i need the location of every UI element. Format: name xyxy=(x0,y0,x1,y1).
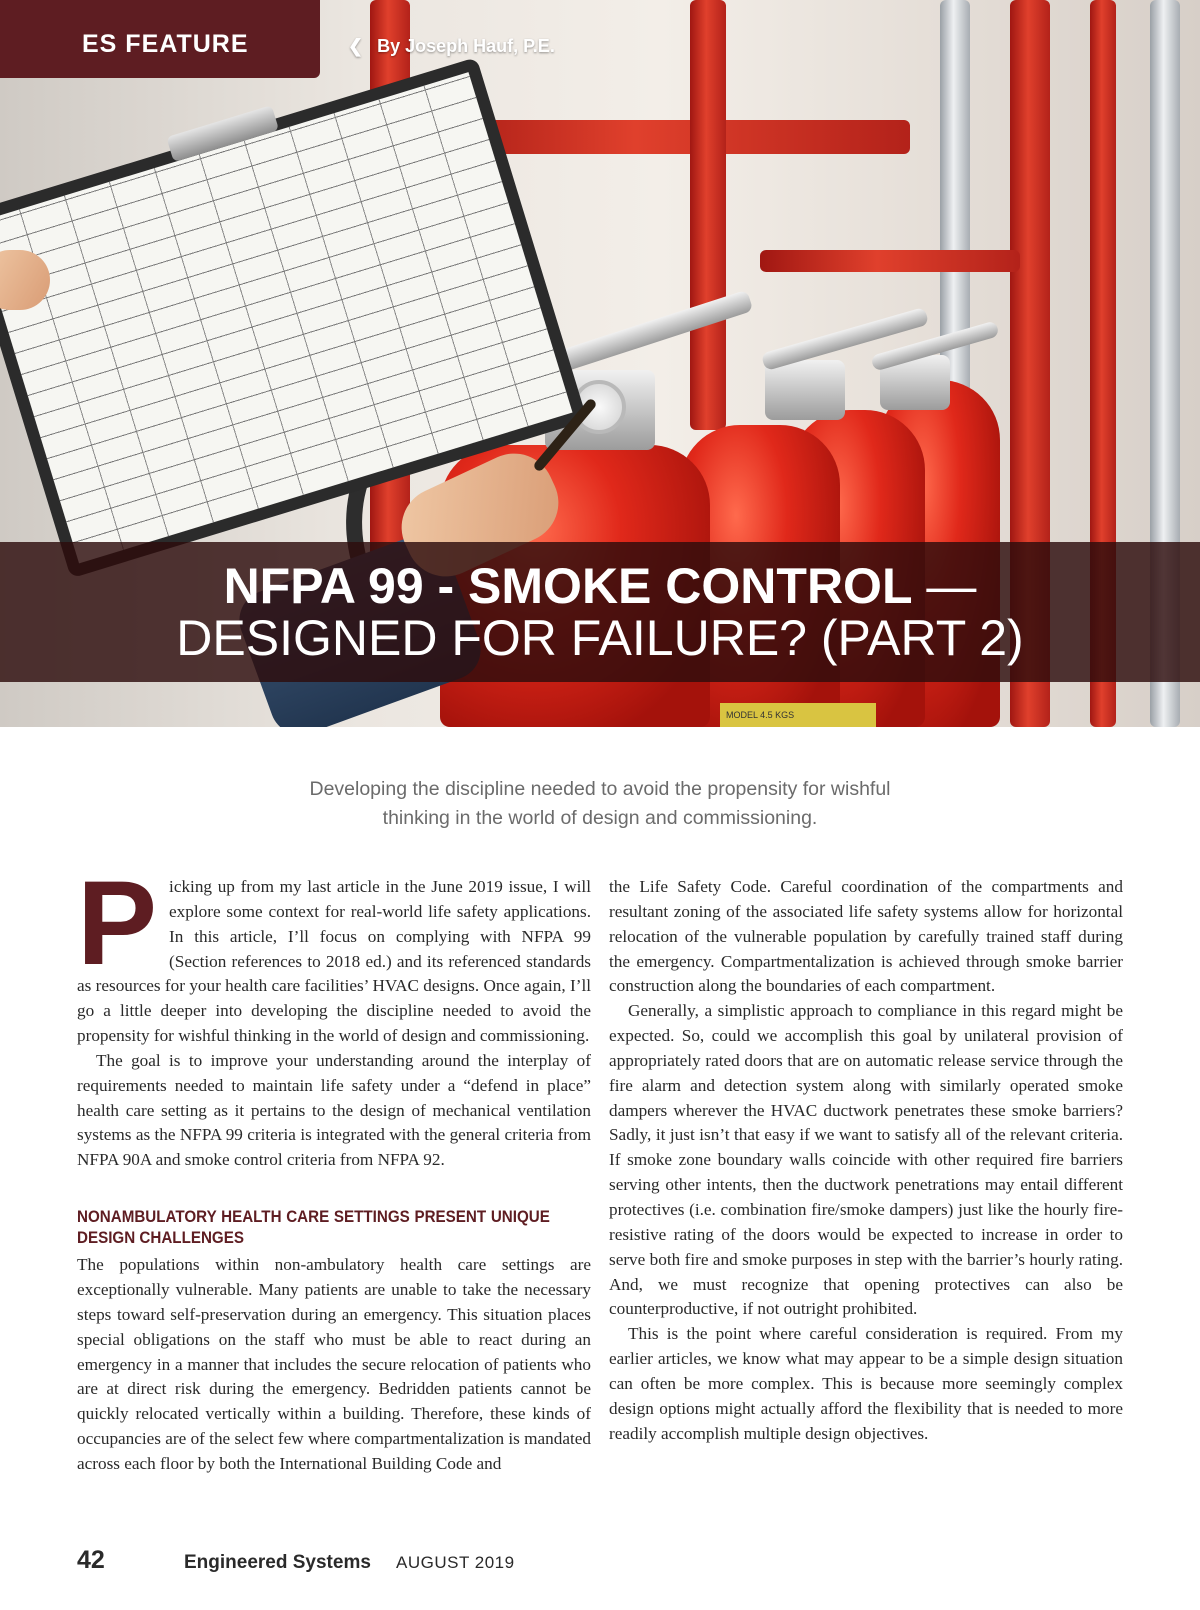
paragraph-text: icking up from my last article in the June 2019 issue, I will explore some context for real-world life safety applications. In this article, I’ll focus on complying with NFPA 99 (Section references to 2018 ed.) and its referenced standards as resources for your health care facilities’ HVAC designs. Once again, I’ll go a little deeper into developing the discipline needed to avoid the propensity for wishful thinking in the world of design and commissioning. xyxy=(77,877,591,1046)
paragraph: The goal is to improve your understanding around the interplay of requirements needed to maintain life safety under a “defend in place” health care setting as it pertains to the design of mechanical ventilation systems as the NFPA 99 criteria is integrated with the general criteria from NFPA 90A and smoke control criteria from NFPA 92. xyxy=(77,1050,591,1170)
paragraph: the Life Safety Code. Careful coordination of the compartments and resultant zoning of the associated life safety systems allow for horizontal relocation of the vulnerable population by carefully trained staff during the emergency. Compartmentalization is achieved through smoke barrier construction along the boundaries of each compartment. xyxy=(609,877,1123,996)
article-column-left xyxy=(77,856,591,1477)
article-title-line2: DESIGNED FOR FAILURE? (PART 2) xyxy=(176,610,1024,666)
deck-line: Developing the discipline needed to avoid the propensity for wishful xyxy=(309,778,891,800)
title-dash: — xyxy=(912,558,977,614)
article-column-right xyxy=(609,875,1123,1446)
author-name: By Joseph Hauf, P.E. xyxy=(377,36,555,56)
article-deck xyxy=(200,775,1000,833)
section-label: ES FEATURE xyxy=(82,30,249,58)
extinguisher-label: MODEL 4.5 KGS xyxy=(720,703,876,727)
article-title-line1 xyxy=(0,556,1200,616)
paragraph: This is the point where careful consideration is required. From my earlier articles, we know what may appear to be a simple design situation can often be more complex. This is because more seemingly complex design options might actually afford the flexibility that is needed to more readily accomplish multiple design objectives. xyxy=(609,1324,1123,1443)
section-tab xyxy=(0,0,320,78)
red-pipe xyxy=(760,250,1020,272)
chevron-left-icon: ❮ xyxy=(348,36,364,56)
section-subhead: NONAMBULATORY HEALTH CARE SETTINGS PRESENT UNIQUE DESIGN CHALLENGES xyxy=(77,1208,550,1248)
paragraph xyxy=(77,856,591,1049)
magazine-name: Engineered Systems xyxy=(184,1552,371,1573)
paragraph: The populations within non-ambulatory health care settings are exceptionally vulnerable. Many patients are unable to take the necessary steps toward self-preservation during an emergency. This situation places special obligations on the staff who must be able to react during an emergency in a manner that includes the secure relocation of patients who are at direct risk during the emergency. Bedridden patients cannot be quickly relocated vertically within a building. Therefore, these kinds of occupancies are of the select few where compartmentalization is mandated across each floor by both the International Building Code and xyxy=(77,1255,591,1473)
drop-cap: P xyxy=(77,856,158,990)
extinguisher-valve xyxy=(765,360,845,420)
deck-line: thinking in the world of design and commissioning. xyxy=(382,807,818,829)
page-number: 42 xyxy=(77,1546,105,1574)
issue-date: AUGUST 2019 xyxy=(396,1553,515,1572)
title-main: NFPA 99 - SMOKE CONTROL xyxy=(223,558,913,614)
byline xyxy=(348,36,555,57)
paragraph: Generally, a simplistic approach to compliance in this regard might be expected. So, could we accomplish this goal by unilateral provision of appropriately rated doors that are on automatic release service through the fire alarm and detection system along with similarly operated smoke dampers wherever the HVAC ductwork penetrates these smoke barriers? Sadly, it just isn’t that easy if we want to satisfy all of the relevant criteria. If smoke zone boundary walls coincide with other required fire barriers serving other intents, then the ductwork penetrations may entail different protectives (i.e. combination fire/smoke dampers) just like the hourly fire-resistive rating of the doors would be expected to increase in order to serve both fire and smoke purposes in step with the barrier’s hourly rating. And, we must recognize that opening protectives can also be counterproductive, if not outright prohibited. xyxy=(609,1001,1123,1319)
red-pipe xyxy=(690,0,726,430)
